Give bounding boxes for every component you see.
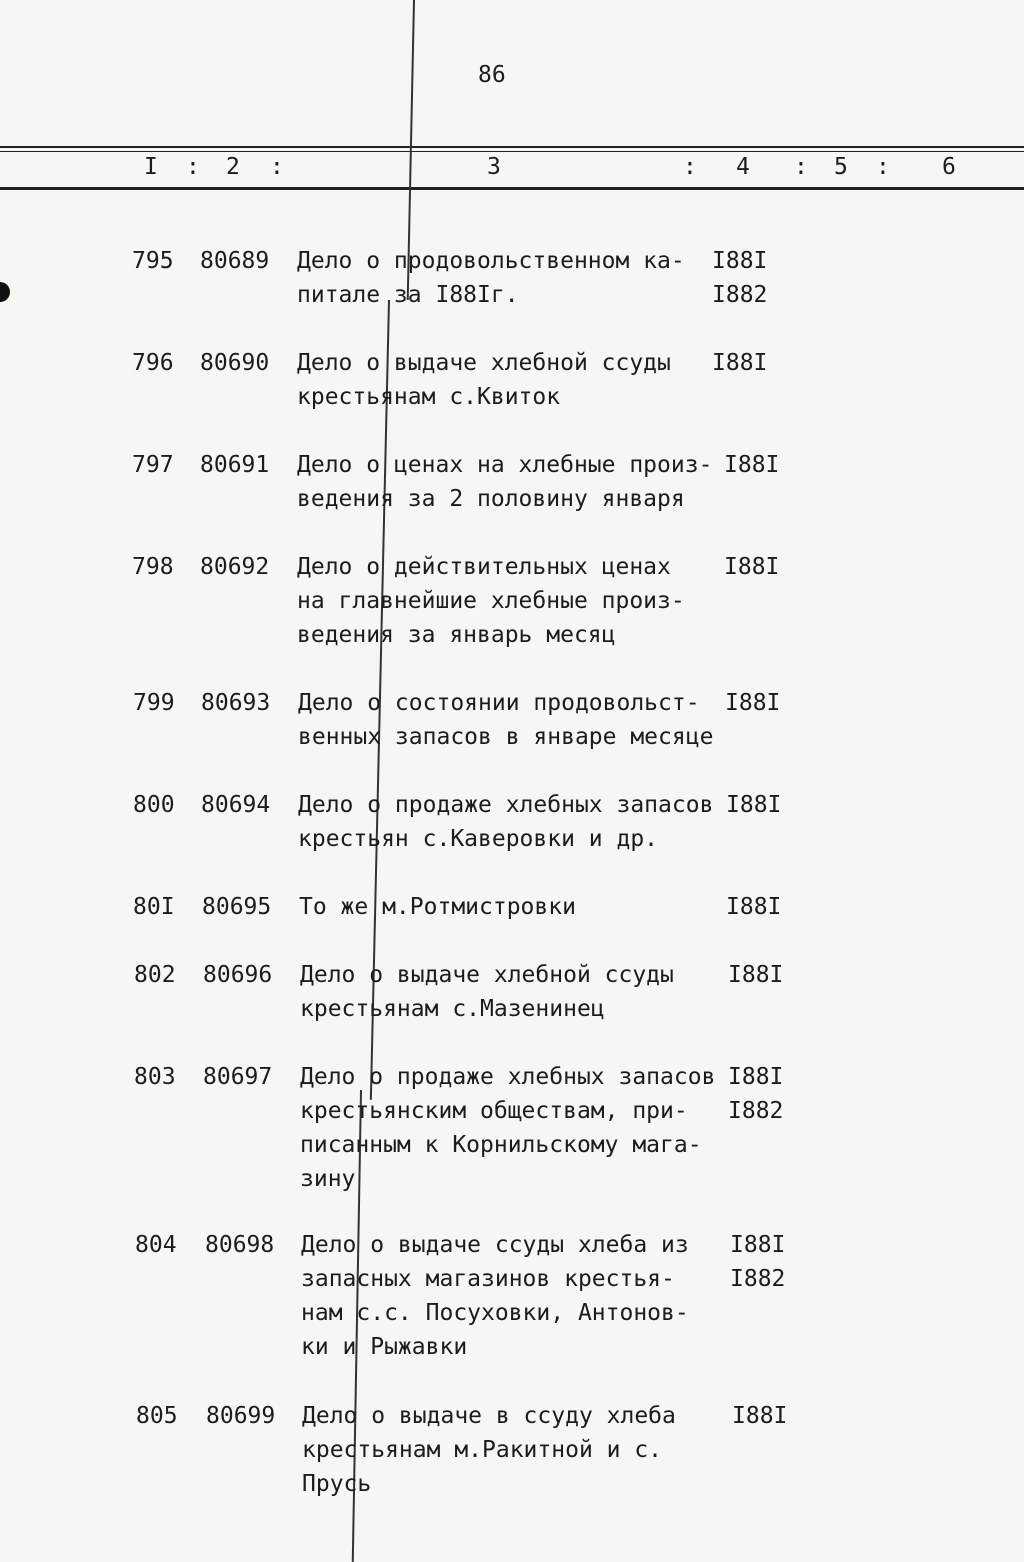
- row-code: 80693: [201, 690, 271, 716]
- row-code: 80696: [203, 962, 273, 988]
- row-code: 80690: [200, 350, 270, 376]
- row-number: 798: [132, 554, 174, 580]
- row-number: 797: [132, 452, 174, 478]
- row-number: 800: [133, 792, 175, 818]
- header-col-3: 3: [487, 154, 501, 180]
- row-number: 803: [134, 1064, 176, 1090]
- row-code: 80689: [200, 248, 270, 274]
- row-description: Дело о продаже хлебных запасов крестьянским обществам, при- писанным к Корнильскому мага- зину: [300, 1064, 716, 1192]
- row-description: Дело о выдаче хлебной ссуды крестьянам с.Мазенинец: [300, 962, 674, 1022]
- row-number: 799: [133, 690, 175, 716]
- row-description: Дело о ценах на хлебные произ- ведения за 2 половину января: [297, 452, 713, 512]
- row-description: Дело о продаже хлебных запасов крестьян с.Каверовки и др.: [298, 792, 714, 852]
- header-col-2: 2: [226, 154, 240, 180]
- row-number: 795: [132, 248, 174, 274]
- row-number: 804: [135, 1232, 177, 1258]
- row-years: I88I: [725, 690, 781, 716]
- page-edge-mark: [0, 282, 10, 302]
- row-number: 796: [132, 350, 174, 376]
- page-number: 86: [478, 62, 506, 88]
- row-years: I88I: [728, 962, 784, 988]
- header-sep: :: [270, 154, 284, 180]
- row-description: Дело о выдаче ссуды хлеба из запасных магазинов крестья- нам с.с. Посуховки, Антонов- ки и Рыжавки: [301, 1232, 689, 1360]
- table-rule-bottom: [0, 187, 1024, 190]
- row-years: I88I: [726, 792, 782, 818]
- row-description: Дело о выдаче в ссуду хлеба крестьянам м.Ракитной и с. Прусь: [302, 1403, 676, 1497]
- row-code: 80691: [200, 452, 270, 478]
- row-years: I88I I882: [728, 1064, 784, 1124]
- row-number: 805: [136, 1403, 178, 1429]
- row-code: 80694: [201, 792, 271, 818]
- row-description: Дело о действительных ценах на главнейшие хлебные произ- ведения за январь месяц: [297, 554, 685, 648]
- header-sep: :: [186, 154, 200, 180]
- header-col-4: 4: [736, 154, 750, 180]
- row-years: I88I: [712, 350, 768, 376]
- header-sep: :: [876, 154, 890, 180]
- header-sep: :: [794, 154, 808, 180]
- table-rule-top: [0, 146, 1024, 148]
- row-code: 80695: [202, 894, 272, 920]
- row-code: 80699: [206, 1403, 276, 1429]
- row-description: Дело о состоянии продовольст- венных запасов в январе месяце: [298, 690, 714, 750]
- row-years: I88I: [726, 894, 782, 920]
- row-code: 80698: [205, 1232, 275, 1258]
- row-description: То же м.Ротмистровки: [299, 894, 576, 920]
- row-description: Дело о продовольственном ка- питале за I88Iг.: [297, 248, 685, 308]
- row-years: I88I: [724, 452, 780, 478]
- row-number: 802: [134, 962, 176, 988]
- header-col-5: 5: [834, 154, 848, 180]
- header-sep: :: [683, 154, 697, 180]
- header-col-1: I: [144, 154, 158, 180]
- row-code: 80692: [200, 554, 270, 580]
- row-number: 80I: [133, 894, 175, 920]
- header-col-6: 6: [942, 154, 956, 180]
- row-years: I88I: [724, 554, 780, 580]
- row-years: I88I I882: [730, 1232, 786, 1292]
- row-code: 80697: [203, 1064, 273, 1090]
- table-rule-top-thin: [0, 151, 1024, 152]
- row-years: I88I: [732, 1403, 788, 1429]
- row-years: I88I I882: [712, 248, 768, 308]
- row-description: Дело о выдаче хлебной ссуды крестьянам с.Квиток: [297, 350, 671, 410]
